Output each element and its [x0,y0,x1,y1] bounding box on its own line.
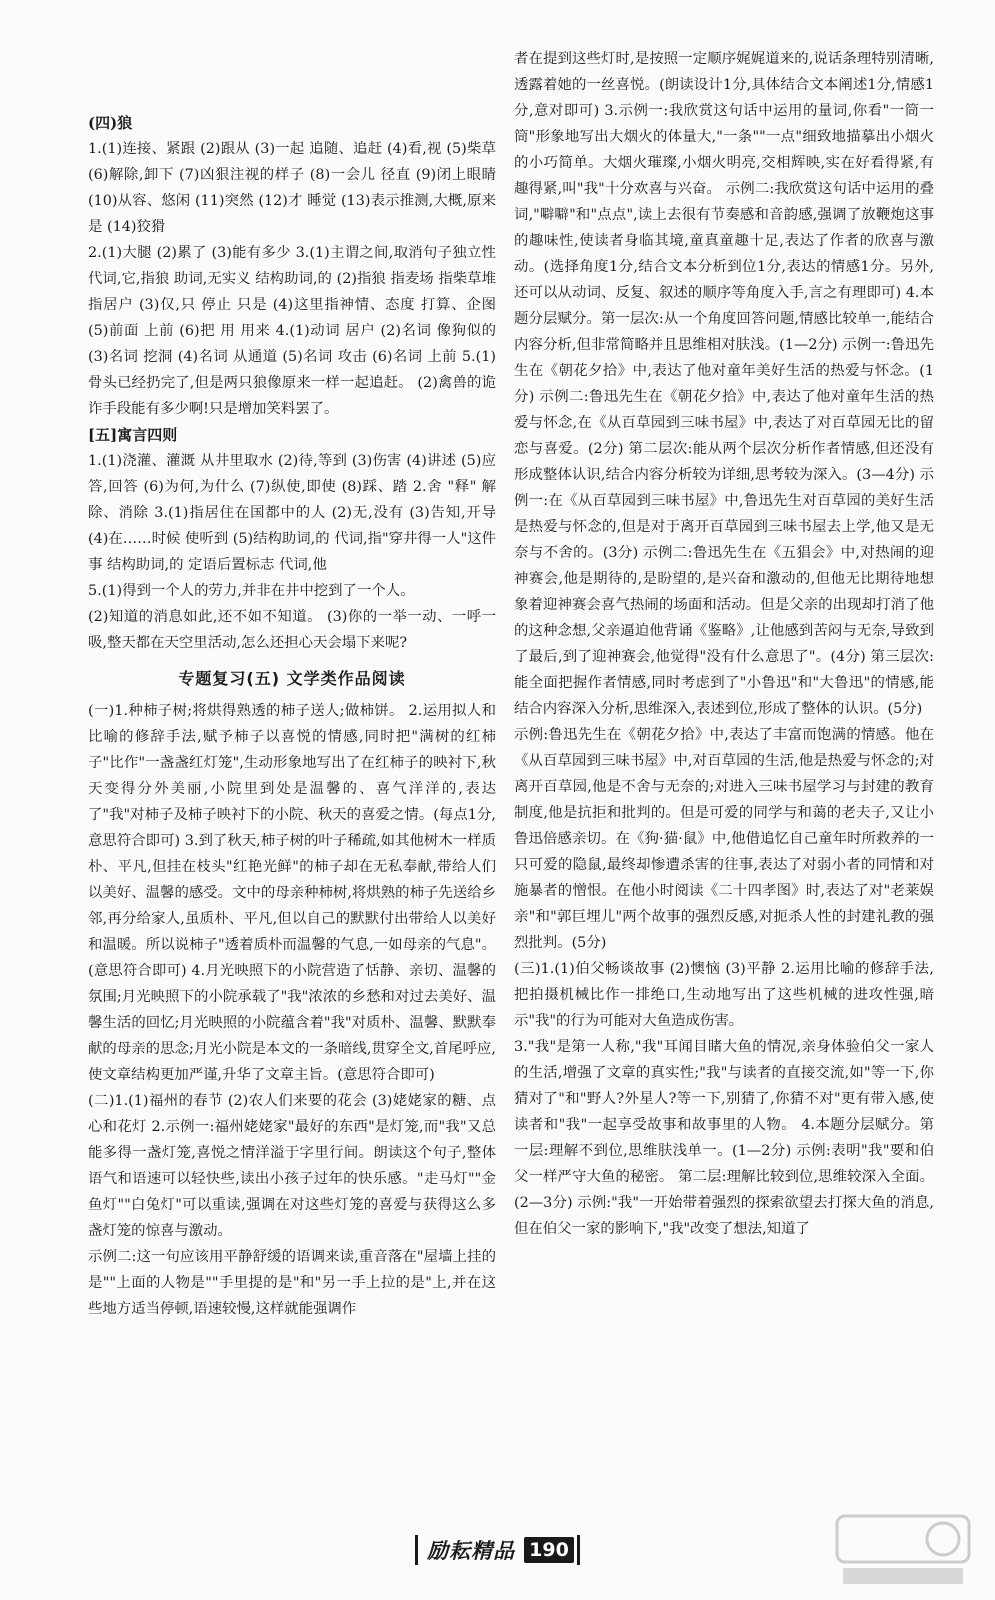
section-5-answers-3: (2)知道的消息如此,还不如不知道。 (3)你的一举一动、一呼一吸,整天都在天空里活动,怎么还担心天会塌下来呢? [88,609,496,651]
reading-2-answers: (二)1.(1)福州的春节 (2)农人们来要的花会 (3)姥姥家的糖、点心和花灯 2.示例一:福州姥姥家"最好的东西"是灯笼,而"我"又总能多得一盏灯笼,喜悦之情洋溢于字里行间。朗读这个句子,整体语气和语速可以轻快些,读出小孩子过年的快乐感。"走马灯""金鱼灯""白兔灯"可以重读,强调在对这些灯笼的喜爱与获得这么多盏灯笼的惊喜与激动。 [88,1093,496,1239]
section-4-answers-1: 1.(1)连接、紧跟 (2)跟从 (3)一起 追随、追赶 (4)看,视 (5)柴草 (6)解除,卸下 (7)凶狠注视的样子 (8)一会儿 径直 (9)闭上眼睛 (10)从容、悠闲 (11)突然 (12)才 睡觉 (13)表示推测,大概,原来是 (14)狡猾 [88,141,496,235]
section-5-answers-2: 5.(1)得到一个人的劳力,并非在井中挖到了一个人。 [88,583,415,599]
right-column [514,46,934,1242]
section-5-answers-1: 1.(1)浇灌、灌溉 从井里取水 (2)待,等到 (3)伤害 (4)讲述 (5)应答,回答 (6)为何,为什么 (7)纵使,即使 (8)踩、踏 2.舍 "释" 解除、消除 3.(1)指居住在国都中的人 (2)无,没有 (3)告知,开导 (4)在……时候 使听到 (5)结构助词,的 代词,指"穿井得一人"这件事 结构助词,的 定语后置标志 代词,他 [88,453,496,573]
left-column [88,110,496,1322]
reading-3-answers-1: (三)1.(1)伯父畅谈故事 (2)懊恼 (3)平静 2.运用比喻的修辞手法,把拍摄机械比作一排绝口,生动地写出了这些机械的进攻性强,暗示"我"的行为可能对大鱼造成伤害。 [514,961,934,1029]
section-4-title: (四)狼 [88,114,133,132]
footer-left-bar [415,1535,418,1565]
footer-right-bar [577,1535,580,1565]
reading-1-answers: (一)1.种柿子树;将烘得熟透的柿子送人;做柿饼。 2.运用拟人和比喻的修辞手法,赋予柿子以喜悦的情感,同时把"满树的红柿子"比作"一盏盏红灯笼",生动形象地写出了在红柿子的映衬下,秋天变得分外美丽,小院里到处是温馨的、喜气洋洋的,表达了"我"对柿子及柿子映衬下的小院、秋天的喜爱之情。(每点1分,意思符合即可) 3.到了秋天,柿子树的叶子稀疏,如其他树木一样质朴、平凡,但挂在枝头"红艳光鲜"的柿子却在无私奉献,带给人们以美好、温馨的感受。文中的母亲种柿树,将烘熟的柿子先送给乡邻,再分给家人,虽质朴、平凡,但以自己的默默付出带给人以美好和温暖。所以说柿子"透着质朴而温馨的气息,一如母亲的气息"。(意思符合即可) 4.月光映照下的小院营造了恬静、亲切、温馨的氛围;月光映照下的小院承载了"我"浓浓的乡愁和对过去美好、温馨生活的回忆;月光映照的小院蕴含着"我"对质朴、温馨、默默奉献的母亲的思念;月光小院是本文的一条暗线,贯穿全文,首尾呼应,使文章结构更加严谨,升华了文章主旨。(意思符合即可) [88,703,496,1083]
watermark-logo [833,1510,973,1590]
reading-3-answers-2: 3."我"是第一人称,"我"耳闻目睹大鱼的情况,亲身体验伯父一家人的生活,增强了文章的真实性;"我"与读者的直接交流,如"等一下,你猜对了"和"野人?外星人?等一下,别猜了,你猜不对"更有带入感,使读者和"我"一起享受故事和故事里的人物。 4.本题分层赋分。第一层:理解不到位,思维肤浅单一。(1—2分) 示例:表明"我"要和伯父一样严守大鱼的秘密。 第二层:理解比较到位,思维较深入全面。(2—3分) 示例:"我"一开始带着强烈的探索欲望去打探大鱼的消息,但在伯父一家的影响下,"我"改变了想法,知道了 [514,1039,934,1237]
chapter-title: 专题复习(五) 文学类作品阅读 [178,669,406,688]
reading-2-continued: 者在提到这些灯时,是按照一定顺序娓娓道来的,说话条理特别清晰,透露着她的一丝喜悦。(朗读设计1分,具体结合文本阐述1分,情感1分,意对即可) 3.示例一:我欣赏这句话中运用的量词,你看"一筒一筒"形象地写出大烟火的体量大,"一条""一点"细致地描摹出小烟火的小巧简单。大烟火璀璨,小烟火明亮,交相辉映,实在好看得紧,有趣得紧,叫"我"十分欢喜与兴奋。 示例二:我欣赏这句话中运用的叠词,"噼噼"和"点点",读上去很有节奏感和音韵感,强调了放鞭炮这事的趣味性,使读者身临其境,童真童趣十足,表达了作者的欣喜与激动。(选择角度1分,结合文本分析到位1分,表达的情感1分。另外,还可以从动词、反复、叙述的顺序等角度入手,言之有理即可) 4.本题分层赋分。第一层次:从一个角度回答问题,情感比较单一,能结合内容分析,但非常简略并且思维相对肤浅。(1—2分) 示例一:鲁迅先生在《朝花夕拾》中,表达了他对童年美好生活的热爱与怀念。(1分) 示例二:鲁迅先生在《朝花夕拾》中,表达了他对童年生活的热爱与怀念,在《从百草园到三味书屋》中,表达了对百草园无比的留恋与喜爱。(2分) 第二层次:能从两个层次分析作者情感,但还没有形成整体认识,结合内容分析较为详细,思考较为深入。(3—4分) 示例一:在《从百草园到三味书屋》中,鲁迅先生对百草园的美好生活是热爱与怀念的,但是对于离开百草园到三味书屋去上学,他又是无奈与不舍的。(3分) 示例二:鲁迅先生在《五猖会》中,对热闹的迎神赛会,他是期待的,是盼望的,是兴奋和激动的,但他无比期待地想象着迎神赛会喜气热闹的场面和活动。但是父亲的出现却打消了他的这种念想,父亲逼迫他背诵《鉴略》,让他感到苦闷与无奈,导致到了最后,到了迎神赛会,他觉得"没有什么意思了"。(4分) 第三层次:能全面把握作者情感,同时考虑到了"小鲁迅"和"大鲁迅"的情感,能结合内容深入分析,思维深入,表述到位,形成了整体的认识。(5分) [514,51,934,717]
reading-2-sample: 示例:鲁迅先生在《朝花夕拾》中,表达了丰富而饱满的情感。他在《从百草园到三味书屋》中,对百草园的生活,他是热爱与怀念的;对离开百草园,他是不舍与无奈的;对进入三味书屋学习与封建的教育制度,他是抗拒和批判的。但是可爱的同学与和蔼的老夫子,又让小鲁迅倍感亲切。在《狗·猫·鼠》中,他借追忆自己童年时所救养的一只可爱的隐鼠,最终却惨遭杀害的往事,表达了对弱小者的同情和对施暴者的憎恨。在他小时阅读《二十四孝图》时,表达了对"老莱娱亲"和"郭巨埋儿"两个故事的强烈反感,对扼杀人性的封建礼教的强烈批判。(5分) [514,727,934,951]
reading-2-example-2: 示例二:这一句应该用平静舒缓的语调来读,重音落在"屋墙上挂的是""上面的人物是""手里提的是"和"另一手上拉的是"上,并在这些地方适当停顿,语速较慢,这样就能强调作 [88,1249,496,1317]
brand-name: 励耘精品 [427,1539,516,1563]
section-4-answers-2: 2.(1)大腿 (2)累了 (3)能有多少 3.(1)主谓之间,取消句子独立性 代词,它,指狼 助词,无实义 结构助词,的 (2)指狼 指麦场 指柴草堆 指居户 (3)仅,只 停止 只是 (4)这里指神情、态度 打算、企图 (5)前面 上前 (6)把 用 用来 4.(1)动词 居户 (2)名词 像狗似的 (3)名词 挖洞 (4)名词 从通道 (5)名词 攻击 (6)名词 上前 5.(1)骨头已经扔完了,但是两只狼像原来一样一起追赶。 (2)禽兽的诡诈手段能有多少啊!只是增加笑料罢了。 [88,245,496,417]
section-5-title: [五]寓言四则 [88,426,178,444]
page-number: 190 [524,1537,574,1563]
